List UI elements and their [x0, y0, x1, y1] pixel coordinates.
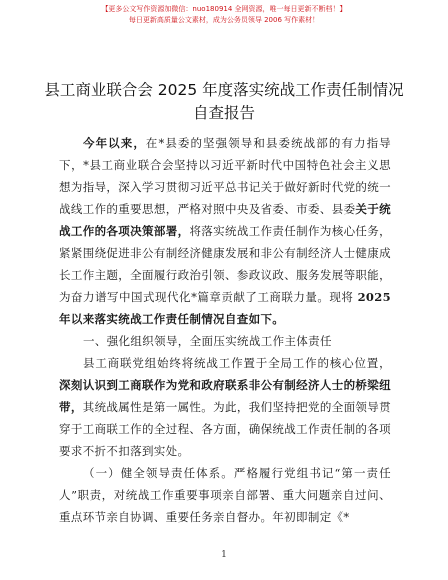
paragraph-3: （一）健全领导责任体系。严格履行党组书记“第一责任人”职责，对统战工作重要事项亲自部署、重大问题亲自过问、重点环节亲自协调、重要任务亲自督办。年初即制定《* — [59, 466, 391, 524]
document-title: 县工商业联合会 2025 年度落实统战工作责任制情况自查报告 — [44, 81, 404, 122]
paragraph-2-bold: 深刻认识到工商联作为党和政府联系非公有制经济人士的桥梁纽带， — [59, 378, 391, 414]
promo-banner — [0, 4, 448, 26]
paragraph-1-bold-a: 关于统战工作的各项决策部署， — [59, 202, 391, 238]
promo-line-1: 【更多公文写作资源加微信：nuo180914 全网资源，唯一每日更新不断档！】 — [101, 5, 347, 13]
document-body — [59, 132, 391, 528]
paragraph-1-lead: 今年以来， — [83, 136, 146, 150]
section-heading-1: 一、强化组织领导，全面压实统战工作主体责任 — [83, 334, 332, 348]
paragraph-2-text-a: 县工商联党组始终将统战工作置于全局工作的核心位置， — [83, 356, 391, 370]
paragraph-1-text-a: 在*县委的坚强领导和县委统战部的有力指导下，*县工商业联合会坚持以习近平新时代中国特色社会主义思想为指导，深入学习贯彻习近平总书记关于做好新时代党的统一战线工作的重要思想，严格对照中央及省委、市委、县委 — [59, 136, 392, 216]
promo-line-2: 每日更新高质量公文素材，成为公务员领导 2006 写作素材！ — [128, 16, 320, 24]
paragraph-2 — [59, 352, 391, 462]
page-number: 1 — [221, 550, 227, 560]
paragraph-1-bold-b: 2025 年以来落实统战工作责任制情况自查如下。 — [59, 290, 391, 326]
paragraph-1-text-b: 将落实统战工作责任制作为核心任务，紧紧围绕促进非公有制经济健康发展和非公有制经济人士健康成长工作主题，全面履行政治引领、参政议政、服务发展等职能，为奋力谱写中国式现代化*篇章贡献了工商联力量。现将 — [59, 224, 391, 304]
paragraph-1 — [59, 132, 391, 330]
paragraph-2-text-b: 其统战属性是第一属性。为此，我们坚持把党的全面领导贯穿于工商联工作的全过程、各方面，确保统战工作责任制的各项要求不折不扣落到实处。 — [59, 400, 391, 458]
